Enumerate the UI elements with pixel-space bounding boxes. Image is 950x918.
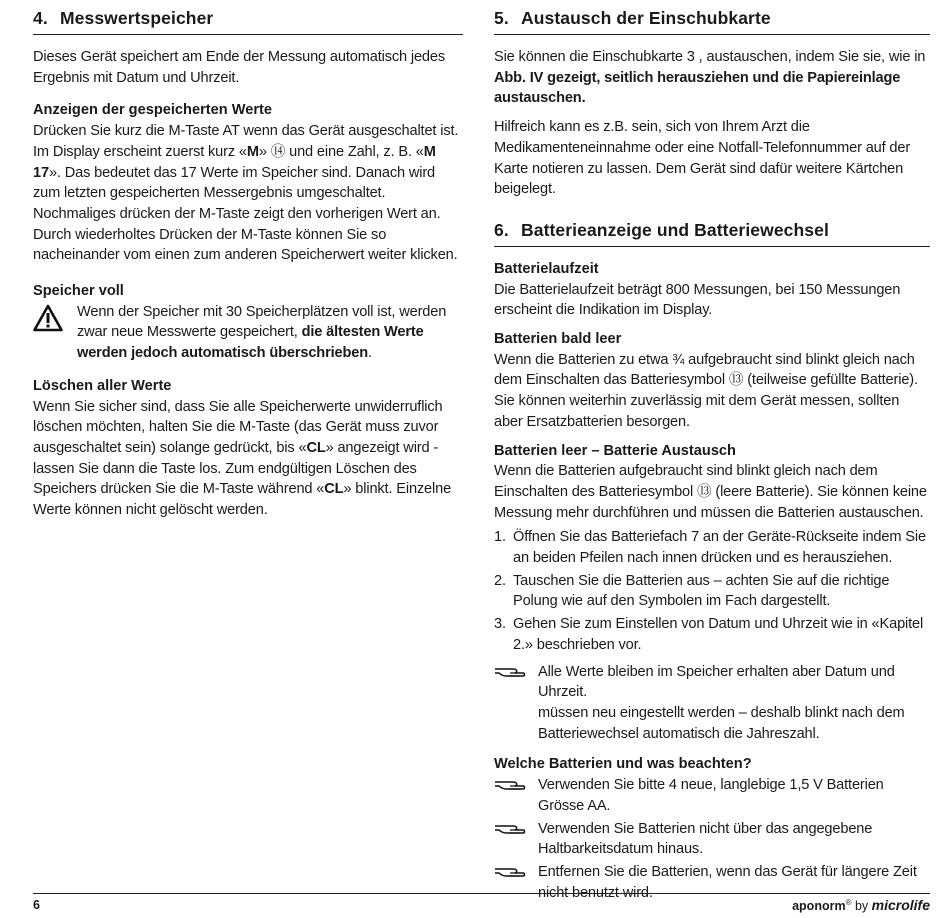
list-item: 1. Öffnen Sie das Batteriefach 7 an der Geräte-Rückseite indem Sie an beiden Pfeilen nach innen drücken und es herausziehen. xyxy=(494,529,926,567)
pointing-hand-icon xyxy=(494,775,538,816)
list-item: 2. Tauschen Sie die Batterien aus – achten Sie auf die richtige Polung wie auf den Symbolen im Fach dargestellt. xyxy=(494,572,890,610)
note-text: Alle Werte bleiben im Speicher erhalten aber Datum und Uhrzeit. xyxy=(538,663,895,701)
which-batteries-title: Welche Batterien und was beachten? xyxy=(494,756,752,773)
show-values-title: Anzeigen der gespeicherten Werte xyxy=(33,102,272,119)
show-values-text: Drücken Sie kurz die M-Taste AT wenn das Gerät ausgeschaltet ist. Im Display erscheint zuerst kurz «M» ⑭ und eine Zahl, z. B. «M 17». Das bedeutet das 17 Werte im Speicher sind. Danach wird zum letzten gespeicherten Messergebnis umgeschaltet. Nochmaliges drücken der M-Taste zeigt den vorherigen Wert an. Durch wiederholtes Drücken der M-Taste können Sie so nacheinander vom einen zum anderen Speicherwert weiter klicken. xyxy=(33,123,459,264)
battery-steps-list xyxy=(494,527,930,655)
battery-hint xyxy=(494,819,930,860)
warning-triangle-icon xyxy=(33,302,77,364)
hint-text: Verwenden Sie bitte 4 neue, langlebige 1,5 V Batterien Grösse AA. xyxy=(538,777,884,814)
memory-full-text: Wenn der Speicher mit 30 Speicherplätzen voll ist, werden zwar neue Messwerte gespeichert, die ältesten Werte werden jedoch automatisch überschrieben. xyxy=(77,303,447,362)
note-text: müssen neu eingestellt werden – deshalb blinkt nach dem Batteriewechsel automatisch die Jahreszahl. xyxy=(538,704,905,742)
section-4-intro: Dieses Gerät speichert am Ende der Messung automatisch jedes Ergebnis mit Datum und Uhrzeit. xyxy=(33,49,445,86)
card-hint-text: Hilfreich kann es z.B. sein, sich von Ihrem Arzt die Medikamenteneinnahme oder eine Notfall-Telefonnummer auf der Karte notieren zu lassen. Dem Gerät sind dafür weitere Kärtchen beigelegt. xyxy=(494,119,911,198)
section-5-heading: 5. Austausch der Einschubkarte xyxy=(494,0,930,35)
pointing-hand-icon xyxy=(494,862,538,903)
section-4-heading: 4. Messwertspeicher xyxy=(33,0,463,35)
card-exchange-text: Sie können die Einschubkarte 3 , austauschen, indem Sie sie, wie in Abb. IV gezeigt, seitlich herausziehen und die Papiereinlage austauschen. xyxy=(494,49,926,107)
left-column xyxy=(33,0,463,521)
page-number: 6 xyxy=(33,898,40,912)
battery-empty-title: Batterien leer – Batterie Austausch xyxy=(494,442,736,459)
note-values-kept xyxy=(494,662,930,745)
section-6-heading: 6. Batterieanzeige und Batteriewechsel xyxy=(494,212,930,247)
hint-text: Entfernen Sie die Batterien, wenn das Gerät für längere Zeit nicht benutzt wird. xyxy=(538,863,917,901)
delete-all-title: Löschen aller Werte xyxy=(33,377,172,394)
battery-low-text: Wenn die Batterien zu etwa ¾ aufgebraucht sind blinkt gleich nach dem Einschalten das Batteriesymbol ⑬ (teilweise gefüllte Batterie). Sie können weiterhin zuverlässig mit dem Gerät messen, sollten aber Ersatzbatterien besorgen. xyxy=(494,351,918,430)
battery-empty-text: Wenn die Batterien aufgebraucht sind blinkt gleich nach dem Einschalten des Batteriesymbol ⑬ (leere Batterie). Sie können keine Messung mehr durchführen und müssen die Batterien austauschen. xyxy=(494,463,927,521)
hint-text: Verwenden Sie Batterien nicht über das angegebene Haltbarkeitsdatum hinaus. xyxy=(538,820,873,858)
pointing-hand-icon xyxy=(494,819,538,860)
page-footer xyxy=(33,893,930,913)
battery-life-text: Die Batterielaufzeit beträgt 800 Messungen, bei 150 Messungen erscheint die Indikation im Display. xyxy=(494,281,901,319)
list-item: 3. Gehen Sie zum Einstellen von Datum und Uhrzeit wie in «Kapitel 2.» beschrieben vor. xyxy=(494,616,924,653)
delete-all-text: Wenn Sie sicher sind, dass Sie alle Speicherwerte unwiderruflich löschen möchten, halten Sie die M-Taste (das Gerät muss zuvor ausgeschaltet sein) solange gedrückt, bis «CL» angezeigt wird - lassen Sie dann die Taste los. Zum endgültigen Löschen des Speichers drücken Sie die M-Taste während «CL» blinkt. Einzelne Werte können nicht gelöscht werden. xyxy=(33,398,452,519)
right-column xyxy=(494,0,930,905)
pointing-hand-icon xyxy=(494,662,538,745)
brand-logo: aponorm® by microlife xyxy=(792,897,930,913)
battery-low-title: Batterien bald leer xyxy=(494,331,622,348)
memory-full-title: Speicher voll xyxy=(33,283,124,300)
battery-life-title: Batterielaufzeit xyxy=(494,260,599,277)
battery-hint xyxy=(494,775,930,816)
memory-full-warning xyxy=(33,302,463,364)
